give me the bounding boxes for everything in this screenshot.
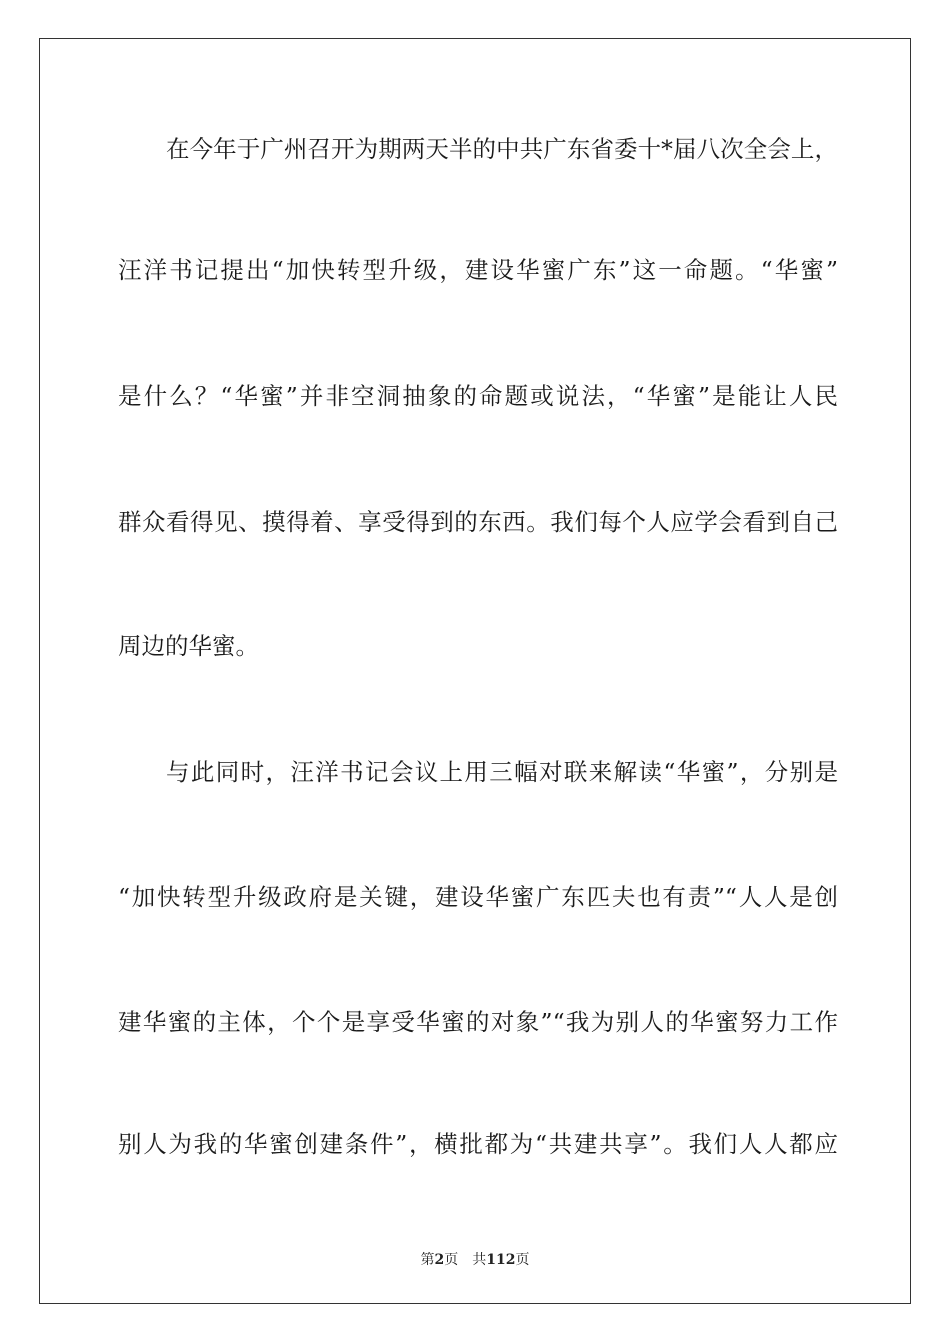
paragraph-1-line-4: 群众看得见、摸得着、享受得到的东西。我们每个人应学会看到自己	[118, 508, 838, 536]
paragraph-2-line-1: 与此同时，汪洋书记会议上用三幅对联来解读“华蜜”，分别是	[166, 758, 838, 786]
page-total: 112	[486, 1252, 516, 1268]
page-current: 2	[434, 1252, 445, 1268]
paragraph-1-line-1: 在今年于广州召开为期两天半的中共广东省委十*届八次全会上，	[166, 135, 838, 163]
page-prefix: 第	[420, 1252, 435, 1268]
paragraph-1-line-2: 汪洋书记提出“加快转型升级，建设华蜜广东”这一命题。“华蜜”	[118, 256, 838, 284]
page-footer	[0, 1249, 950, 1269]
paragraph-1-line-3: 是什么？“华蜜”并非空洞抽象的命题或说法，“华蜜”是能让人民	[118, 382, 838, 410]
total-unit: 页	[515, 1252, 530, 1268]
paragraph-2-line-4: 别人为我的华蜜创建条件”，横批都为“共建共享”。我们人人都应	[118, 1130, 838, 1158]
page-unit: 页	[444, 1252, 459, 1268]
paragraph-2-line-2: “加快转型升级政府是关键，建设华蜜广东匹夫也有责”“人人是创	[118, 883, 838, 911]
page-border	[39, 38, 911, 1304]
total-prefix: 共	[472, 1252, 487, 1268]
paragraph-2-line-3: 建华蜜的主体，个个是享受华蜜的对象”“我为别人的华蜜努力工作	[118, 1008, 838, 1036]
paragraph-1-line-5: 周边的华蜜。	[118, 632, 259, 660]
